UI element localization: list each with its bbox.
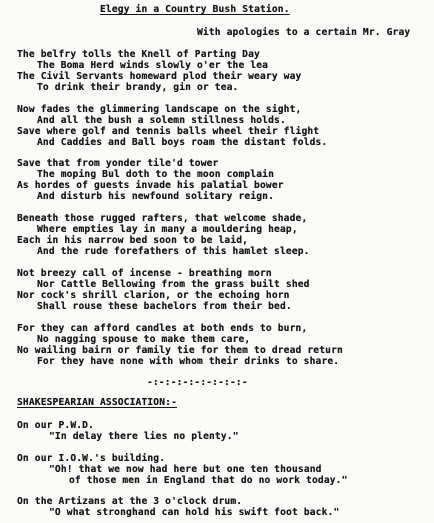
poem-line: Where empties lay in many a mouldering heap, (37, 224, 298, 235)
poem-line: No wailing bairn or family tie for them to dread return (17, 345, 343, 356)
poem-line: Each in his narrow bed soon to be laid, (17, 235, 249, 246)
poem-line: And Caddies and Ball boys roam the distant folds. (37, 137, 328, 148)
poem-line: And the rude forefathers of this hamlet sleep. (37, 246, 310, 257)
poem-line: To drink their brandy, gin or tea. (37, 82, 239, 93)
dedication-line: With apologies to a certain Mr. Gray (197, 27, 411, 38)
section-heading: SHAKESPEARIAN ASSOCIATION:- (17, 397, 177, 408)
poem-line: Not breezy call of incense - breathing morn (17, 268, 272, 279)
poem-line: For they have none with whom their drinks to share. (37, 356, 340, 367)
poem-line: Nor Cattle Bellowing from the grass built shed (37, 279, 310, 290)
separator: -:-:-:-:-:-:-:-:- (147, 377, 248, 388)
entry-quote: "In delay there lies no plenty." (49, 431, 239, 442)
poem-line: Shall rouse these bachelors from their bed. (37, 301, 292, 312)
entry-intro: On our I.O.W.'s building. (17, 453, 166, 464)
entry-quote: "O what stronghand can hold his swift foot back." (49, 507, 340, 518)
entry-intro: On the Artizans at the 3 o'clock drum. (17, 496, 243, 507)
poem-line: Now fades the glimmering landscape on the sight, (17, 104, 302, 115)
poem-line: Beneath those rugged rafters, that welcome shade, (17, 213, 308, 224)
entry-quote: of those men in England that do no work today." (69, 475, 348, 486)
entry-quote: "Oh! that we now had here but one ten thousand (49, 464, 322, 475)
poem-line: And disturb his newfound solitary reign. (37, 191, 275, 202)
poem-line: The Boma Herd winds slowly o'er the lea (37, 60, 269, 71)
poem-line: Save that from yonder tile'd tower (17, 158, 219, 169)
poem-line: And all the bush a solemn stillness holds. (37, 115, 286, 126)
poem-line: No nagging spouse to make them care, (37, 334, 251, 345)
poem-line: For they can afford candles at both ends to burn, (17, 323, 308, 334)
poem-line: Save where golf and tennis balls wheel their flight (17, 126, 320, 137)
poem-line: As hordes of guests invade his palatial bower (17, 180, 284, 191)
poem-line: Nor cock's shrill clarion, or the echoing horn (17, 290, 290, 301)
poem-line: The belfry tolls the Knell of Parting Day (17, 49, 260, 60)
entry-intro: On our P.W.D. (17, 420, 95, 431)
poem-line: The moping Bul doth to the moon complain (37, 169, 275, 180)
poem-title: Elegy in a Country Bush Station. (100, 4, 290, 15)
poem-line: The Civil Servants homeward plod their weary way (17, 71, 302, 82)
